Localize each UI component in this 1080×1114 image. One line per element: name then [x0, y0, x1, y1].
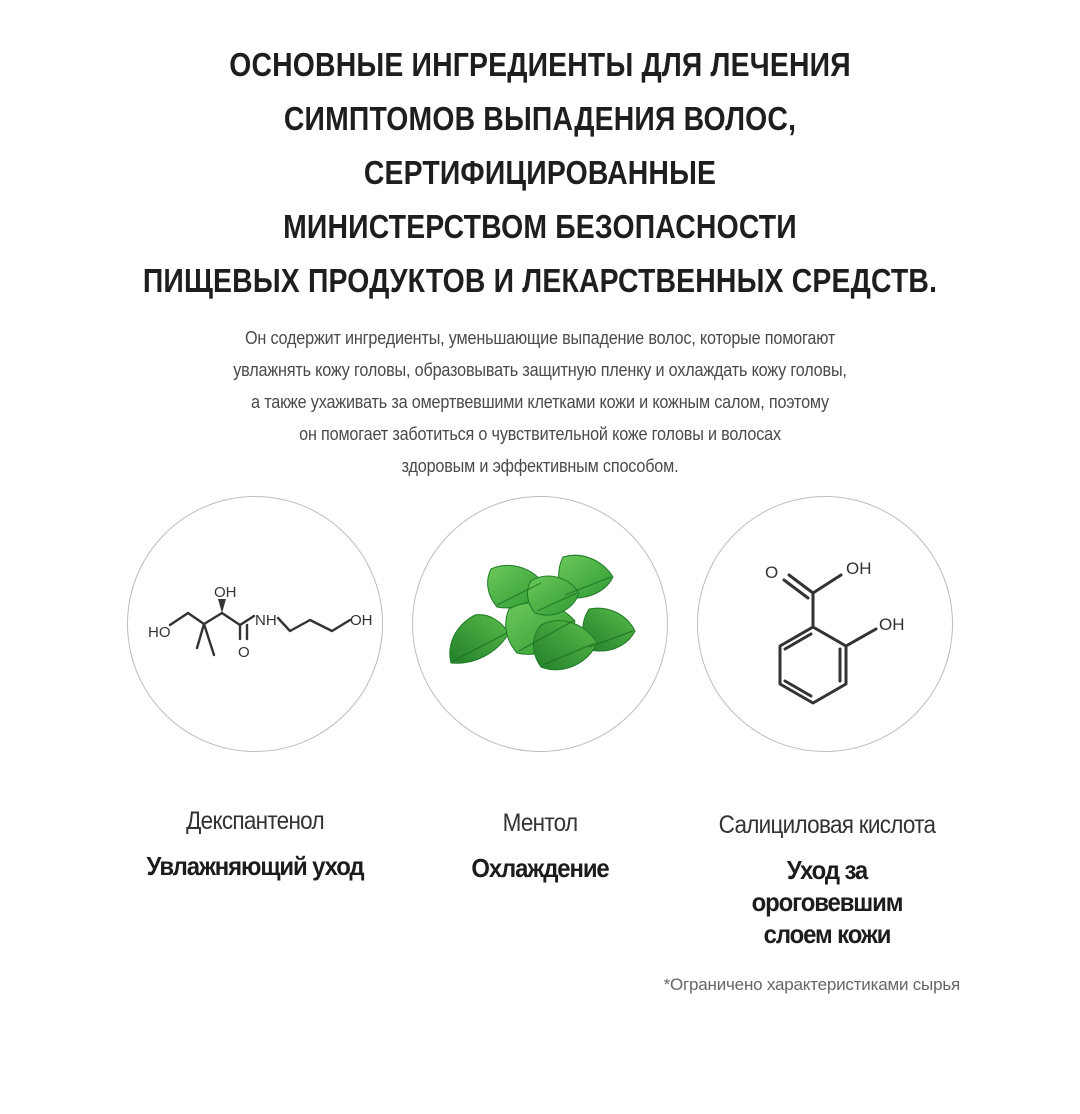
atom-label-oh: OH [846, 559, 872, 578]
atom-label-oh: OH [350, 612, 373, 629]
atom-label-oh: OH [214, 584, 237, 601]
salicylic-acid-structure-icon [698, 497, 953, 752]
ingredient-effect: Охлаждение [471, 853, 609, 883]
ingredient-name: Салициловая кислота [718, 811, 936, 839]
ingredient-name: Ментол [502, 809, 578, 837]
headline-line: ОСНОВНЫЕ ИНГРЕДИЕНТЫ ДЛЯ ЛЕЧЕНИЯ [229, 46, 851, 83]
headline-line: МИНИСТЕРСТВОМ БЕЗОПАСНОСТИ [283, 208, 797, 245]
headline-line: СИМПТОМОВ ВЫПАДЕНИЯ ВОЛОС, [283, 100, 797, 137]
dexpanthenol-structure-icon [128, 497, 383, 752]
atom-label-o: O [238, 644, 250, 661]
headline-line: ПИЩЕВЫХ ПРОДУКТОВ И ЛЕКАРСТВЕННЫХ СРЕДСТВ. [142, 262, 938, 299]
atom-label-o: O [765, 563, 779, 582]
intro-line: увлажнять кожу головы, образовывать защитную пленку и охлаждать кожу головы, [233, 360, 847, 380]
menthol-circle [412, 496, 668, 752]
mint-leaves-icon [413, 497, 668, 752]
ingredient-effect: Уход за ороговевшим слоем кожи [751, 855, 903, 949]
ingredient-effect: Увлажняющий уход [146, 851, 364, 881]
atom-label-oh: OH [879, 615, 905, 634]
intro-paragraph [54, 322, 1026, 482]
ingredient-dexpanthenol [105, 806, 405, 882]
atom-label-ho: HO [148, 624, 171, 641]
intro-line: здоровым и эффективным способом. [401, 456, 679, 476]
intro-line: он помогает заботиться о чувствительной коже головы и волосах [299, 424, 781, 444]
headline-line: СЕРТИФИЦИРОВАННЫЕ [363, 154, 717, 191]
atom-label-nh: NH [255, 612, 277, 629]
ingredient-menthol [390, 808, 690, 884]
dexpanthenol-circle [127, 496, 383, 752]
headline [76, 38, 1005, 308]
ingredient-salicylic-acid [677, 810, 977, 950]
intro-line: Он содержит ингредиенты, уменьшающие выпадение волос, которые помогают [244, 328, 836, 348]
ingredient-name: Декспантенол [186, 807, 324, 835]
intro-line: а также ухаживать за омертвевшими клетками кожи и кожным салом, поэтому [251, 392, 829, 412]
salicylic-acid-circle [697, 496, 953, 752]
footnote: *Ограничено характеристиками сырья [663, 975, 960, 994]
